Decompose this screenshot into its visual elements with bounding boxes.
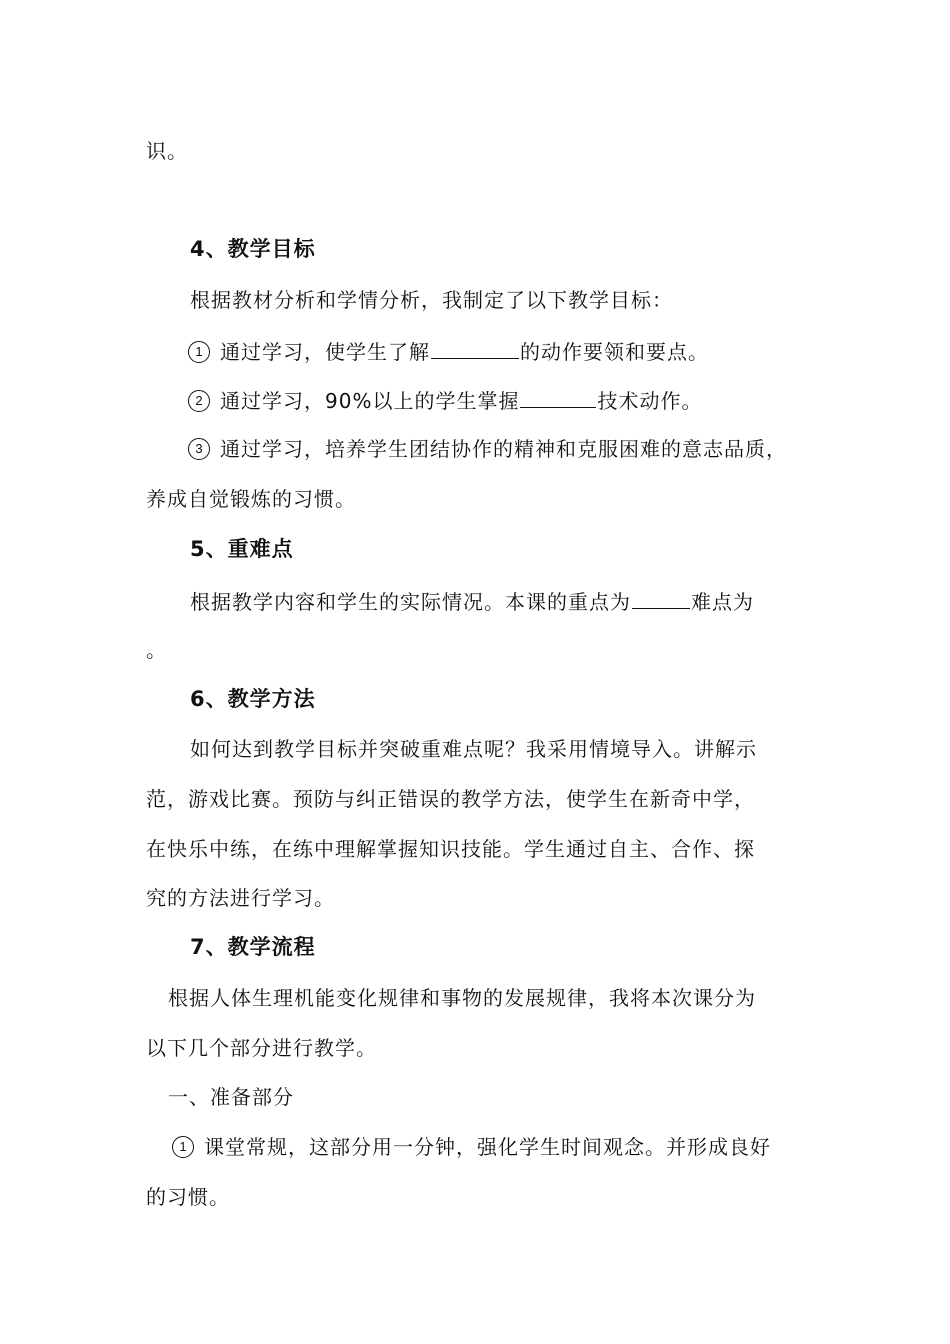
fill-blank [520, 385, 596, 408]
paragraph-text: 根据教学内容和学生的实际情况。本课的重点为 [190, 590, 631, 614]
fill-blank [632, 586, 690, 609]
objective-text: 通过学习，90%以上的学生掌握 [220, 389, 520, 413]
objective-text: 的动作要领和要点。 [520, 340, 709, 364]
paragraph-line: 范，游戏比赛。预防与纠正错误的教学方法，使学生在新奇中学， [146, 787, 755, 811]
fill-blank [431, 336, 519, 359]
paragraph-line: 根据人体生理机能变化规律和事物的发展规律，我将本次课分为 [168, 986, 756, 1010]
section-heading-4: 4、教学目标 [190, 237, 316, 261]
paragraph-line: 的习惯。 [146, 1185, 230, 1209]
paragraph-line [190, 586, 816, 616]
circled-number-3: 3 [188, 438, 210, 460]
section-heading-7: 7、教学流程 [190, 935, 316, 959]
paragraph-line: 养成自觉锻炼的习惯。 [146, 487, 356, 511]
section-heading-6: 6、教学方法 [190, 687, 316, 711]
paragraph-text: 难点为 [691, 590, 754, 614]
paragraph-line: 在快乐中练，在练中理解掌握知识技能。学生通过自主、合作、探 [146, 837, 755, 861]
paragraph-line: 究的方法进行学习。 [146, 886, 335, 910]
procedure-text: 课堂常规，这部分用一分钟，强化学生时间观念。并形成良好 [204, 1135, 771, 1159]
section-heading-5: 5、重难点 [190, 537, 294, 561]
objective-item-1 [188, 336, 828, 366]
paragraph-line: 根据教材分析和学情分析，我制定了以下教学目标： [190, 288, 673, 312]
objective-text: 通过学习，培养学生团结协作的精神和克服困难的意志品质， [220, 437, 787, 461]
objective-item-3 [188, 435, 828, 463]
circled-number-1: 1 [172, 1136, 194, 1158]
paragraph-line: 如何达到教学目标并突破重难点呢？我采用情境导入。讲解示 [190, 737, 757, 761]
paragraph-line: 。 [146, 638, 167, 662]
procedure-item-1 [172, 1133, 822, 1161]
objective-text: 通过学习，使学生了解 [220, 340, 430, 364]
paragraph-line: 识。 [146, 139, 188, 163]
circled-number-2: 2 [188, 390, 210, 412]
paragraph-line: 以下几个部分进行教学。 [146, 1036, 377, 1060]
circled-number-1: 1 [188, 341, 210, 363]
objective-text: 技术动作。 [597, 389, 703, 413]
objective-item-2 [188, 385, 828, 415]
subsection-heading: 一、准备部分 [168, 1085, 294, 1109]
